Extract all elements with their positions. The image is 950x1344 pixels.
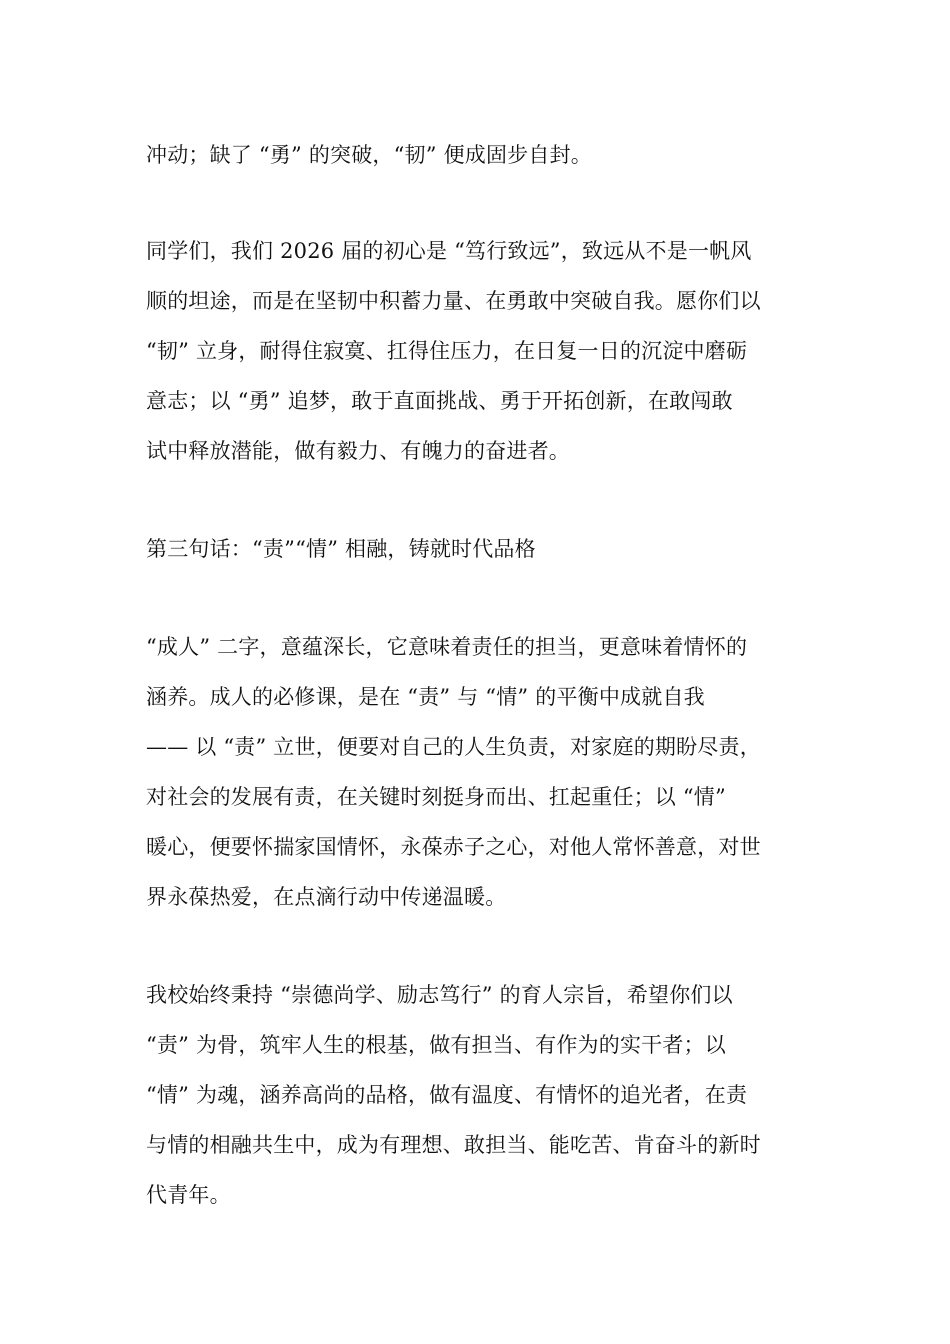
paragraph-2-line-4: 意志；以 “勇” 追梦，敢于直面挑战、勇于开拓创新，在敢闯敢 [146,389,733,413]
section-heading: 第三句话：“责”“情” 相融，铸就时代品格 [146,537,536,561]
paragraph-2-line-1: 同学们，我们 2026 届的初心是 “笃行致远”，致远从不是一帆风 [146,239,752,263]
paragraph-3-line-3: —— 以 “责” 立世，便要对自己的人生负责，对家庭的期盼尽责， [146,735,761,759]
paragraph-4-line-4: 与情的相融共生中，成为有理想、敢担当、能吃苦、肯奋斗的新时 [146,1133,761,1157]
paragraph-4-line-1: 我校始终秉持 “崇德尚学、励志笃行” 的育人宗旨，希望你们以 [146,983,733,1007]
paragraph-4-line-3: “情” 为魂，涵养高尚的品格，做有温度、有情怀的追光者，在责 [146,1083,748,1107]
paragraph-2-line-2: 顺的坦途，而是在坚韧中积蓄力量、在勇敢中突破自我。愿你们以 [146,289,761,313]
paragraph-3-line-4: 对社会的发展有责，在关键时刻挺身而出、扛起重任；以 “情” [146,785,726,809]
paragraph-4-line-5: 代青年。 [146,1183,231,1207]
paragraph-3-line-1: “成人” 二字，意蕴深长，它意味着责任的担当，更意味着情怀的 [146,635,748,659]
paragraph-3-line-2: 涵养。成人的必修课，是在 “责” 与 “情” 的平衡中成就自我 [146,685,705,709]
paragraph-2-line-5: 试中释放潜能，做有毅力、有魄力的奋进者。 [146,439,570,463]
paragraph-3-line-5: 暖心，便要怀揣家国情怀，永葆赤子之心，对他人常怀善意，对世 [146,835,761,859]
paragraph-1-line-1: 冲动；缺了 “勇” 的突破，“韧” 便成固步自封。 [146,143,592,167]
paragraph-4-line-2: “责” 为骨，筑牢人生的根基，做有担当、有作为的实干者；以 [146,1033,726,1057]
paragraph-3-line-6: 界永葆热爱，在点滴行动中传递温暖。 [146,885,507,909]
paragraph-2-line-3: “韧” 立身，耐得住寂寞、扛得住压力，在日复一日的沉淀中磨砺 [146,339,748,363]
